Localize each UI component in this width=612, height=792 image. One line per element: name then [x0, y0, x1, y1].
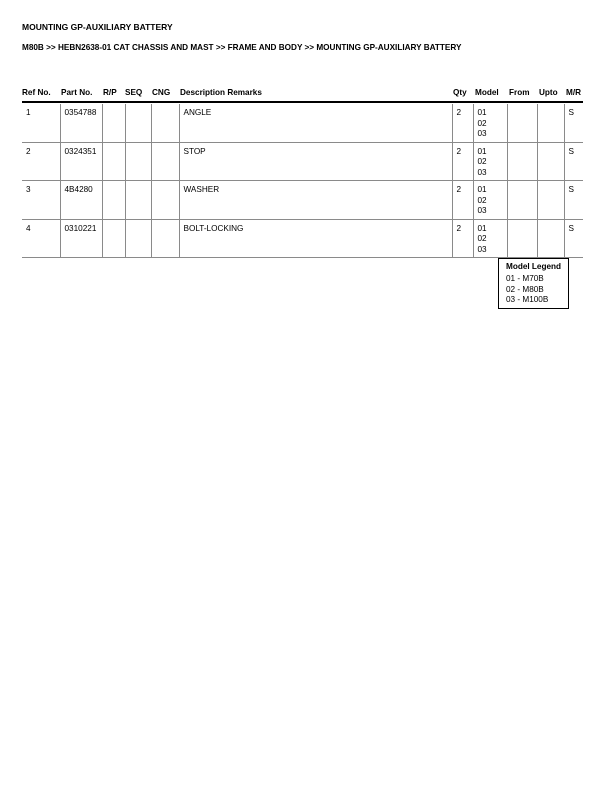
model-code: 01 [477, 146, 487, 156]
cng-cell [151, 104, 179, 142]
model-code: 02 [477, 118, 487, 128]
description-cell: STOP [179, 142, 452, 181]
model-code: 03 [477, 129, 487, 138]
table-row [22, 219, 583, 258]
rp-cell [102, 181, 125, 220]
column-headers [0, 88, 612, 100]
model-code: 02 [477, 195, 487, 205]
model-legend-title: Model Legend [506, 262, 562, 271]
model-legend-item: 03 - M100B [506, 295, 549, 304]
mr-cell: S [564, 181, 583, 220]
description-cell: WASHER [179, 181, 452, 220]
rp-cell [102, 104, 125, 142]
col-header-part-no: Part No. [61, 88, 93, 97]
col-header-seq: SEQ [125, 88, 143, 97]
qty-cell: 2 [452, 142, 473, 181]
model-code: 03 [477, 244, 487, 254]
upto-cell [537, 219, 564, 258]
col-header-upto: Upto [539, 88, 558, 97]
mr-cell: S [564, 104, 583, 142]
table-row [22, 142, 583, 181]
model-code: 03 [477, 206, 487, 215]
model-legend-item: 01 - M70B [506, 274, 544, 283]
from-cell [507, 181, 537, 220]
col-header-cng: CNG [152, 88, 171, 97]
cng-cell [151, 181, 179, 220]
qty-cell: 2 [452, 104, 473, 142]
rp-cell [102, 142, 125, 181]
ref-no-cell: 1 [22, 104, 60, 142]
model-legend-item: 02 - M80B [506, 284, 544, 294]
col-header-from: From [509, 88, 530, 97]
rp-cell [102, 219, 125, 258]
seq-cell [125, 142, 151, 181]
seq-cell [125, 181, 151, 220]
col-header-ref-no: Ref No. [22, 88, 51, 97]
model-code: 02 [477, 234, 487, 243]
qty-cell: 2 [452, 219, 473, 258]
model-cell [473, 219, 507, 258]
col-header-qty: Qty [453, 88, 467, 97]
model-code: 03 [477, 167, 487, 177]
mr-cell: S [564, 219, 583, 258]
col-header-mr: M/R [566, 88, 582, 97]
part-no-cell: 4B4280 [60, 181, 102, 220]
ref-no-cell: 2 [22, 142, 60, 181]
cng-cell [151, 219, 179, 258]
part-no-cell: 0324351 [60, 142, 102, 181]
breadcrumb: M80B >> HEBN2638-01 CAT CHASSIS AND MAST >> FRAME AND BODY >> MOUNTING GP-AUXILIARY BATTERY [22, 43, 462, 52]
ref-no-cell: 3 [22, 181, 60, 220]
upto-cell [537, 142, 564, 181]
model-code: 02 [477, 157, 487, 166]
from-cell [507, 142, 537, 181]
description-cell: ANGLE [179, 104, 452, 142]
from-cell [507, 219, 537, 258]
col-header-model: Model [475, 88, 499, 97]
from-cell [507, 104, 537, 142]
model-legend [498, 258, 569, 309]
model-cell [473, 181, 507, 220]
col-header-description: Description Remarks [180, 88, 262, 97]
parts-table [22, 104, 583, 258]
page-title: MOUNTING GP-AUXILIARY BATTERY [22, 22, 173, 32]
model-cell [473, 142, 507, 181]
col-header-rp: R/P [103, 88, 117, 97]
upto-cell [537, 181, 564, 220]
table-row [22, 104, 583, 142]
seq-cell [125, 219, 151, 258]
cng-cell [151, 142, 179, 181]
qty-cell: 2 [452, 181, 473, 220]
seq-cell [125, 104, 151, 142]
model-code: 01 [477, 223, 487, 233]
mr-cell: S [564, 142, 583, 181]
part-no-cell: 0354788 [60, 104, 102, 142]
parts-table-body [22, 104, 583, 258]
model-cell [473, 104, 507, 142]
model-code: 01 [477, 108, 487, 117]
upto-cell [537, 104, 564, 142]
model-code: 01 [477, 185, 487, 194]
ref-no-cell: 4 [22, 219, 60, 258]
header-divider [22, 101, 583, 103]
table-row [22, 181, 583, 220]
description-cell: BOLT-LOCKING [179, 219, 452, 258]
part-no-cell: 0310221 [60, 219, 102, 258]
